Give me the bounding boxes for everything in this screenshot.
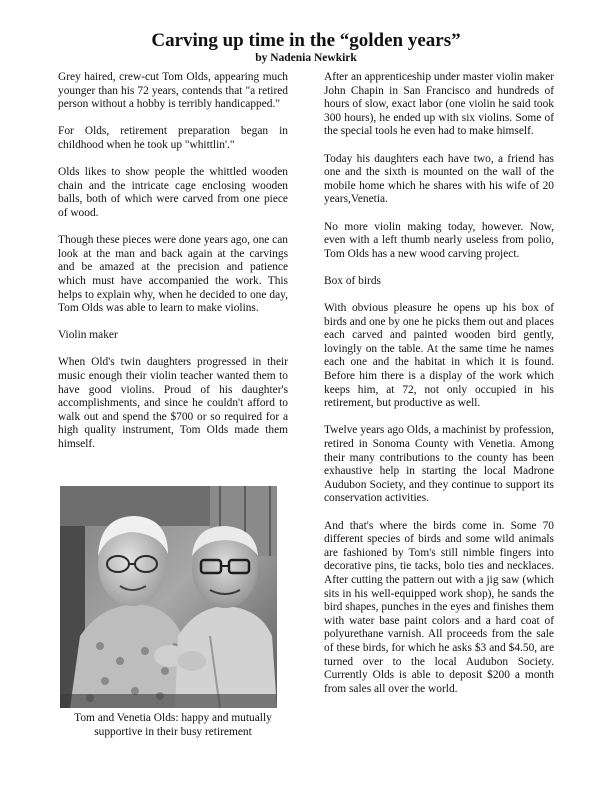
subheading-box-of-birds: Box of birds [324, 274, 381, 287]
right-column [324, 71, 554, 696]
couple-photo [60, 486, 277, 708]
subheading-violin-maker: Violin maker [58, 329, 118, 342]
paragraph: After an apprenticeship under master violin maker John Chapin in San Francisco and hundreds of hours of slow, exact labor (one violin he said took 300 hours), he ended up with six violins. Some of the special tools he even had to make himself. [324, 71, 554, 138]
paragraph: When Old's twin daughters progressed in their music enough their violin teacher wanted them to have good violins. Proud of his daughter's accomplishments, and since he couldn't afford to walk out and spend the $700 or so required for a high quality instrument, Tom Olds made them himself. [58, 356, 288, 451]
paragraph: Though these pieces were done years ago, one can look at the man and back again at the carvings and be amazed at the precision and patience which must have accompanied the work. This helps to explain why, when he decided to one day, Tom Olds was able to learn to make violins. [58, 234, 288, 315]
article-byline: by Nadenia Newkirk [255, 52, 357, 64]
paragraph: Today his daughters each have two, a friend has one and the sixth is mounted on the wall of the mobile home which he shares with his wife of 20 years,Venetia. [324, 152, 554, 206]
paragraph: For Olds, retirement preparation began in childhood when he took up "whittlin'." [58, 125, 288, 151]
paragraph: Grey haired, crew-cut Tom Olds, appearing much younger than his 72 years, contends that "a retired person without a hobby is terribly handicapped." [58, 71, 288, 111]
paragraph: Twelve years ago Olds, a machinist by profession, retired in Sonoma County with Venetia. Among their many contributions to the county has been exhaustive help in starting the local Madrone Audubon Society, and they continue to support its conservation activities. [324, 424, 554, 505]
paragraph: With obvious pleasure he opens up his box of birds and one by one he picks them out and places each carved and painted wooden bird gently, lovingly on the table. At the same time he names each one and the habitat in which it is found. Before him there is a display of the work which keeps him, at 72, not only occupied in his retirement, but productive as well. [324, 302, 554, 410]
paragraph: No more violin making today, however. Now, even with a left thumb nearly useless from polio, Tom Olds has a new wood carving project. [324, 220, 554, 260]
article-title: Carving up time in the “golden years” [151, 30, 461, 51]
left-column [58, 71, 288, 452]
paragraph: Olds likes to show people the whittled wooden chain and the intricate cage enclosing wooden balls, both of which were carved from one piece of wood. [58, 166, 288, 219]
couple-photo-image [60, 486, 277, 708]
paragraph: And that's where the birds come in. Some 70 different species of birds and some wild animals are fashioned by Tom's still nimble fingers into decorative pins, tie tacks, bolo ties and necklaces. After cutting the pattern out with a jig saw (which sits in his well-equipped work shop), he sands the bird shapes, punches in the eyes and finishes them with water base paint colors and a hard coat of polyurethane varnish. All proceeds from the sale of these birds, for which he asks $3 and $4.50, are turned over to the local Audubon Society. Currently Olds is able to deposit $200 a month from sales all over the world. [324, 519, 554, 695]
photo-caption: Tom and Venetia Olds: happy and mutually supportive in their busy retirement [74, 712, 272, 738]
